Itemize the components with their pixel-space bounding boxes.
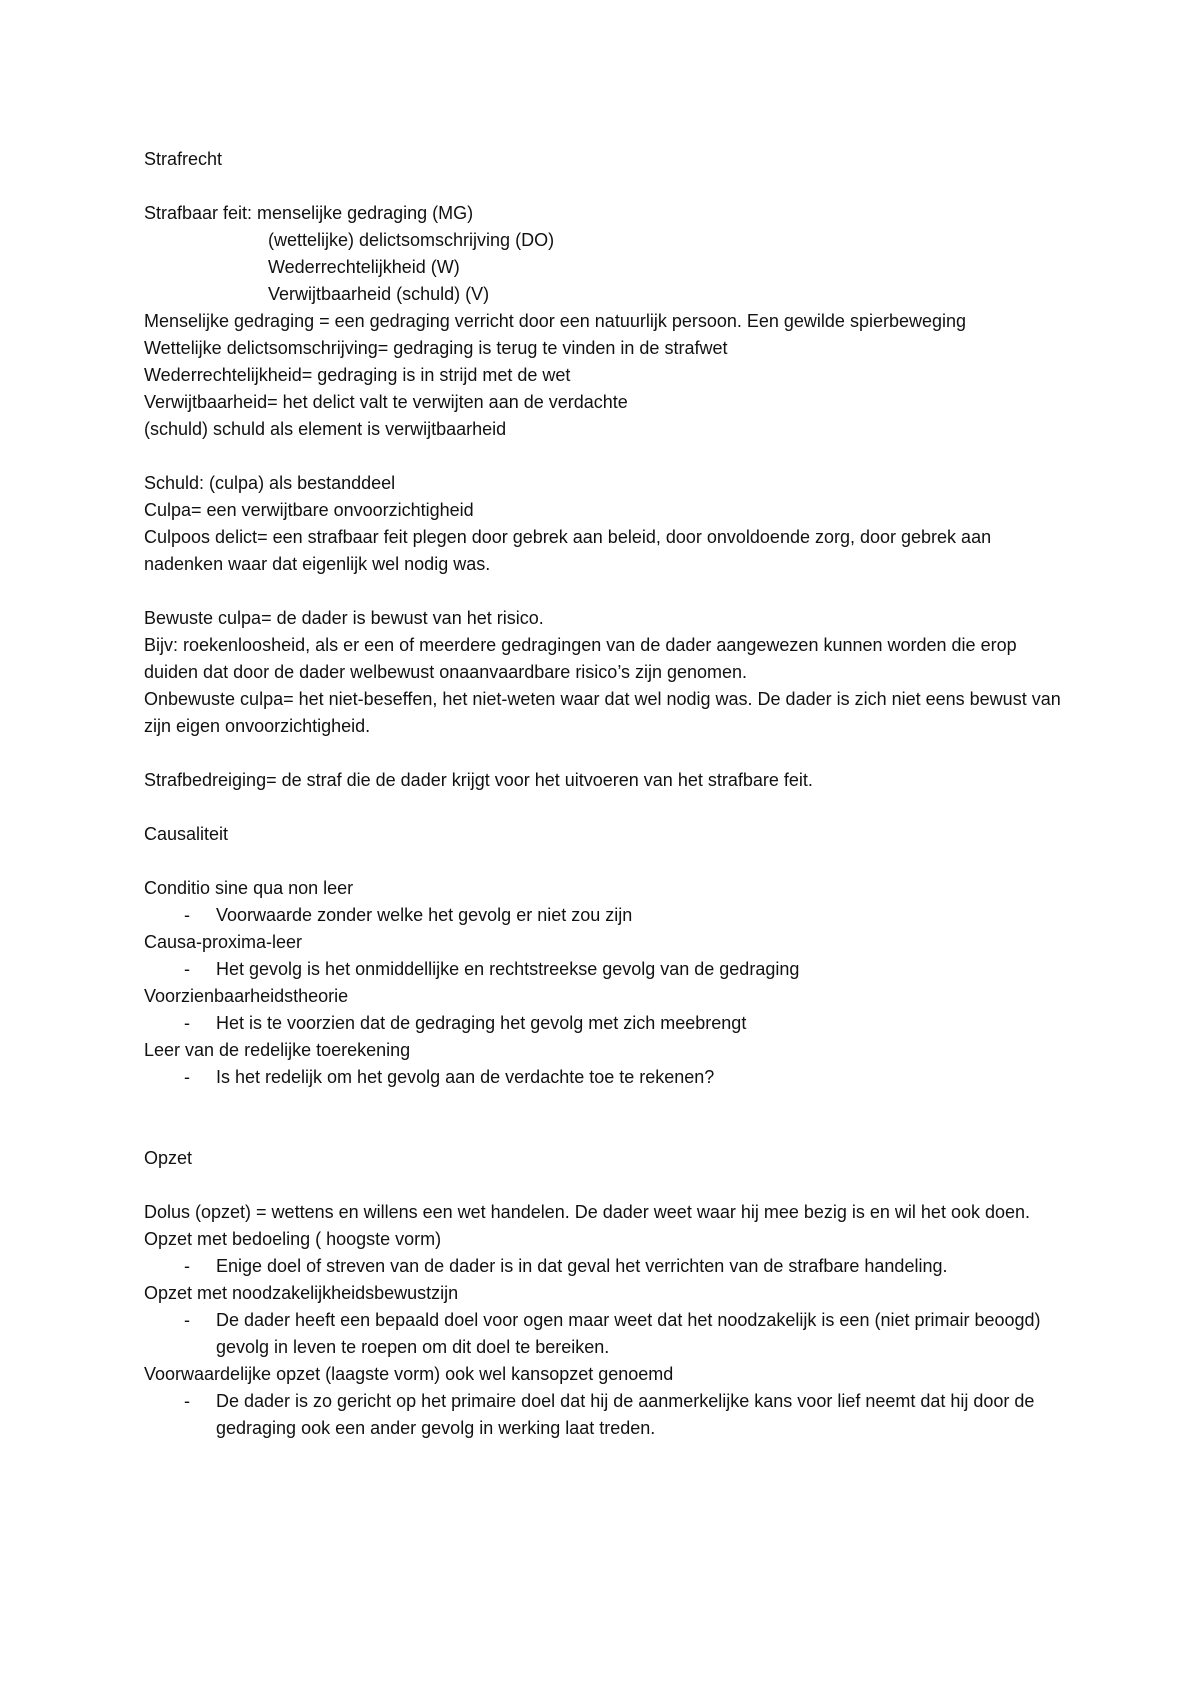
dolus-definition: Dolus (opzet) = wettens en willens een wet handelen. De dader weet waar hij mee bezig is en wil het ook doen. [144, 1202, 1031, 1222]
theory-bullet: Is het redelijk om het gevolg aan de verdachte toe te rekenen? [216, 1067, 715, 1087]
bullet-dash: - [184, 1310, 190, 1330]
strafbedreiging: Strafbedreiging= de straf die de dader krijgt voor het uitvoeren van het strafbare feit. [144, 770, 813, 790]
definition-verwijtbaarheid: Verwijtbaarheid= het delict valt te verwijten aan de verdachte [144, 392, 628, 412]
spacer [144, 1118, 1069, 1145]
bullet-dash: - [184, 1013, 190, 1033]
strafbaar-feit-element: (wettelijke) delictsomschrijving (DO) [268, 230, 555, 250]
opzet-form-bullet: De dader heeft een bepaald doel voor ogen maar weet dat het noodzakelijk is een (niet primair beoogd) gevolg in leven te roepen om dit doel te bereiken. [216, 1310, 1041, 1357]
bullet-dash: - [184, 905, 190, 925]
spacer [144, 173, 1069, 200]
bewuste-culpa-example: Bijv: roekenloosheid, als er een of meerdere gedragingen van de dader aangewezen kunnen worden die erop duiden dat door de dader welbewust onaanvaardbare risico’s zijn genomen. [144, 635, 1017, 682]
definition-wederrechtelijkheid: Wederrechtelijkheid= gedraging is in strijd met de wet [144, 365, 571, 385]
spacer [144, 443, 1069, 470]
definition-schuld: (schuld) schuld als element is verwijtbaarheid [144, 419, 507, 439]
list-item [144, 1253, 1069, 1280]
spacer [144, 794, 1069, 821]
list-item [144, 1064, 1069, 1091]
document-body [144, 146, 1069, 1442]
theory-name: Causa-proxima-leer [144, 932, 303, 952]
bullet-dash: - [184, 1256, 190, 1276]
strafbaar-feit-element: Verwijtbaarheid (schuld) (V) [268, 284, 490, 304]
list-item [144, 1010, 1069, 1037]
theory-name: Leer van de redelijke toerekening [144, 1040, 411, 1060]
document-title: Strafrecht [144, 149, 223, 169]
onbewuste-culpa: Onbewuste culpa= het niet-beseffen, het niet-weten waar dat wel nodig was. De dader is zich niet eens bewust van zijn eigen onvoorzichtigheid. [144, 689, 1061, 736]
strafbaar-feit-element: Wederrechtelijkheid (W) [268, 257, 460, 277]
opzet-form-bullet: De dader is zo gericht op het primaire doel dat hij de aanmerkelijke kans voor lief neemt dat hij door de gedraging ook een ander gevolg in werking laat treden. [216, 1391, 1035, 1438]
list-item [144, 1307, 1069, 1361]
spacer [144, 848, 1069, 875]
opzet-form-bullet: Enige doel of streven van de dader is in dat geval het verrichten van de strafbare handeling. [216, 1256, 948, 1276]
theory-name: Voorzienbaarheidstheorie [144, 986, 349, 1006]
bullet-dash: - [184, 1067, 190, 1087]
list-item [144, 1388, 1069, 1442]
opzet-form-name: Opzet met bedoeling ( hoogste vorm) [144, 1229, 442, 1249]
opzet-form-name: Opzet met noodzakelijkheidsbewustzijn [144, 1283, 459, 1303]
theory-bullet: Het is te voorzien dat de gedraging het gevolg met zich meebrengt [216, 1013, 747, 1033]
spacer [144, 1172, 1069, 1199]
spacer [144, 1091, 1069, 1118]
culpa-definition: Culpa= een verwijtbare onvoorzichtigheid [144, 500, 474, 520]
opzet-form-name: Voorwaardelijke opzet (laagste vorm) ook wel kansopzet genoemd [144, 1364, 674, 1384]
theory-bullet: Voorwaarde zonder welke het gevolg er niet zou zijn [216, 905, 633, 925]
bullet-dash: - [184, 959, 190, 979]
theory-name: Conditio sine qua non leer [144, 878, 354, 898]
strafbaar-feit-label: Strafbaar feit: menselijke gedraging (MG) [144, 203, 474, 223]
opzet-heading: Opzet [144, 1148, 193, 1168]
schuld-heading: Schuld: (culpa) als bestanddeel [144, 473, 396, 493]
spacer [144, 740, 1069, 767]
bullet-dash: - [184, 1391, 190, 1411]
definition-menselijke-gedraging: Menselijke gedraging = een gedraging verricht door een natuurlijk persoon. Een gewilde spierbeweging [144, 311, 967, 331]
theory-bullet: Het gevolg is het onmiddellijke en rechtstreekse gevolg van de gedraging [216, 959, 800, 979]
list-item [144, 902, 1069, 929]
culpoos-delict-definition: Culpoos delict= een strafbaar feit plegen door gebrek aan beleid, door onvoldoende zorg, door gebrek aan nadenken waar dat eigenlijk wel nodig was. [144, 527, 992, 574]
definition-delictsomschrijving: Wettelijke delictsomschrijving= gedraging is terug te vinden in de strafwet [144, 338, 728, 358]
bewuste-culpa: Bewuste culpa= de dader is bewust van het risico. [144, 608, 544, 628]
spacer [144, 578, 1069, 605]
list-item [144, 956, 1069, 983]
causaliteit-heading: Causaliteit [144, 824, 229, 844]
